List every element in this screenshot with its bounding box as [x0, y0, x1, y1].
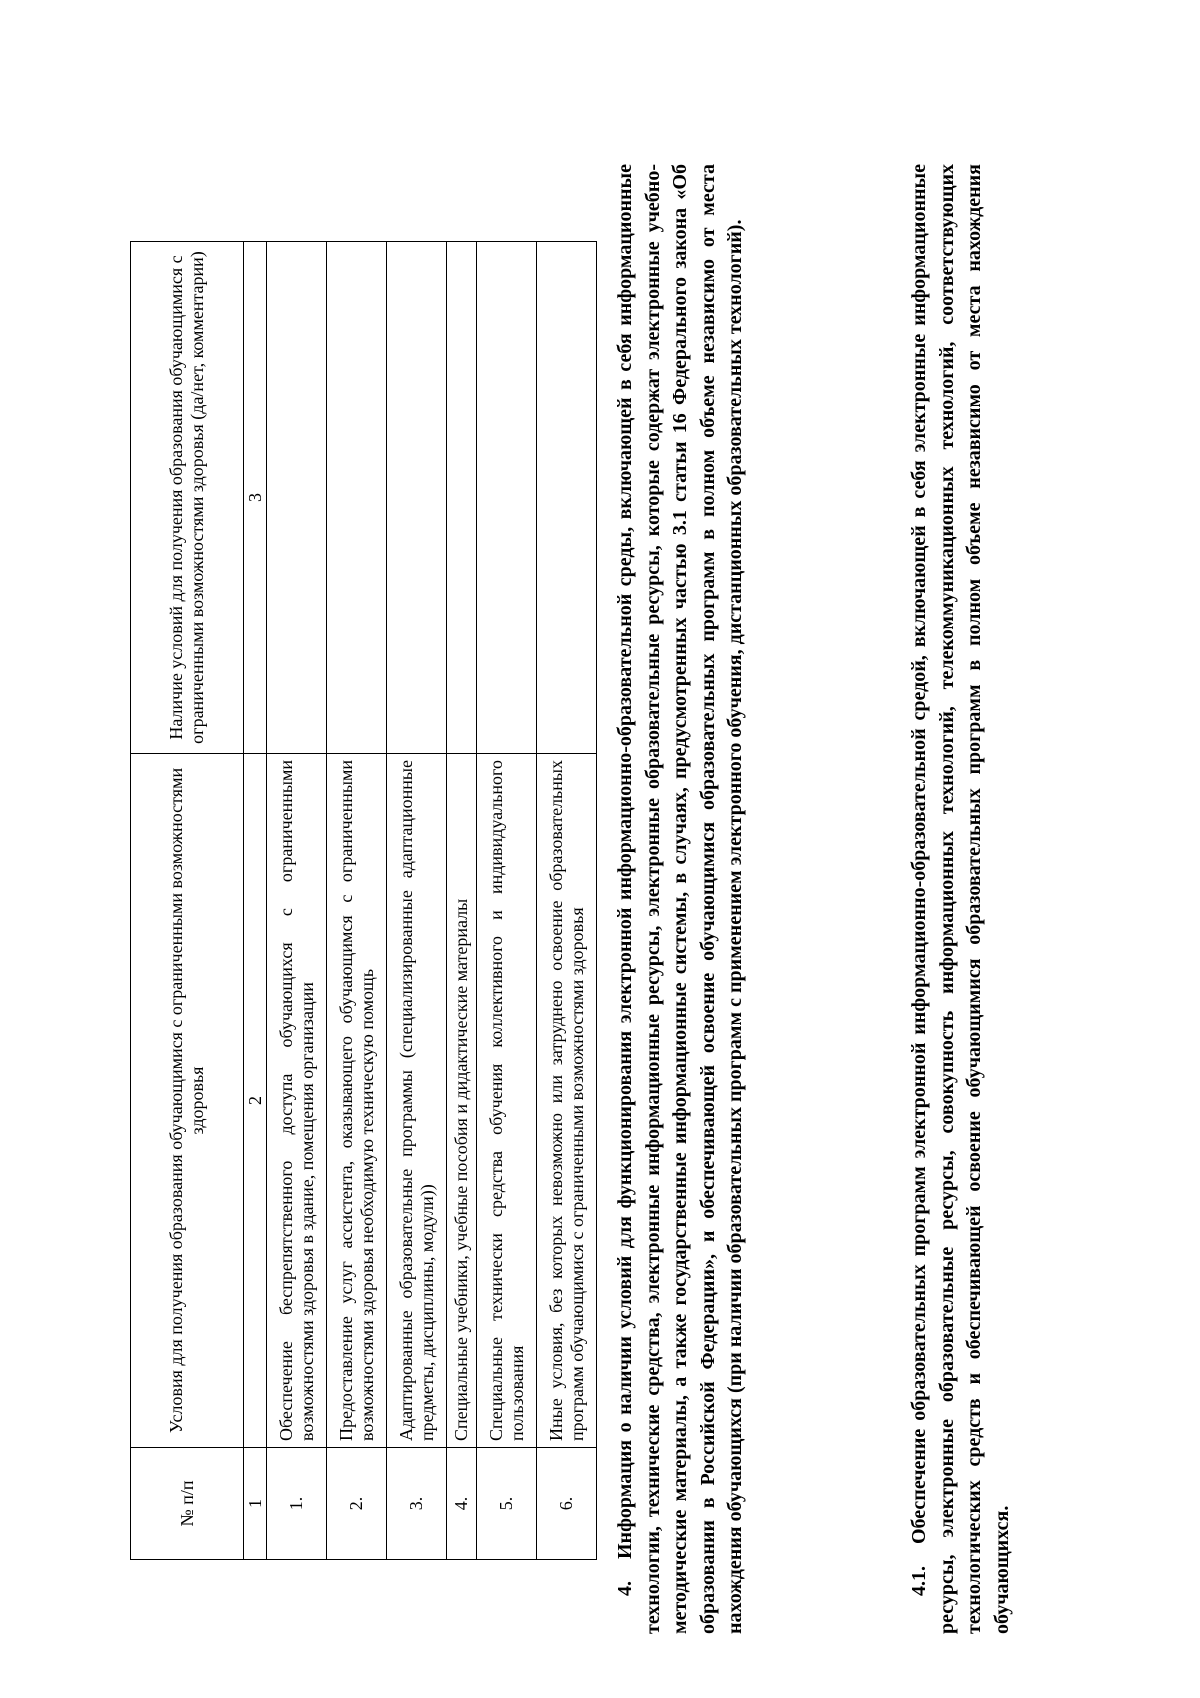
row-number: 6.: [537, 1448, 597, 1560]
col-conditions-header: Условия для получения образования обучающимися с ограниченными возможностями здоровья: [131, 754, 244, 1448]
row-condition: Предоставление услуг ассистента, оказывающего обучающимся с ограниченными возможностями здоровья необходимую техническую помощь: [327, 754, 387, 1448]
row-number: 4.: [447, 1448, 477, 1560]
column-number: 3: [244, 242, 267, 754]
section-4: [612, 164, 750, 1634]
section-4-1-number: 4.1.: [908, 1566, 930, 1596]
table-row: [327, 242, 387, 1560]
section-4-text: Информация о наличии условий для функционирования электронной информационно-образовательной среды, включающей в себя информационные технологии, технические средства, электронные информационные ресурсы, электронные образовательные ресурсы, которые содержат электронные учебно-методические материалы, а также государственные информационные системы, в случаях, предусмотренных частью 3.1 статьи 16 Федерального закона «Об образовании в Российской Федерации», и обеспечивающей освоение обучающимися образовательных программ в полном объеме независимо от места нахождения обучающихся (при наличии образовательных программ с применением электронного обучения, дистанционных образовательных технологий).: [614, 164, 747, 1634]
row-availability: [447, 242, 477, 754]
row-condition: Адаптированные образовательные программы (специализированные адаптационные предметы, дисциплины, модули)): [387, 754, 447, 1448]
conditions-table: [130, 241, 597, 1560]
row-number: 1.: [267, 1448, 327, 1560]
column-number: 2: [244, 754, 267, 1448]
section-4-1: [906, 164, 1016, 1634]
table-row: [267, 242, 327, 1560]
row-condition: Специальные технически средства обучения коллективного и индивидуального пользования: [477, 754, 537, 1448]
column-numbers-row: [244, 242, 267, 1560]
row-number: 3.: [387, 1448, 447, 1560]
section-4-number: 4.: [614, 1581, 636, 1596]
row-condition: Специальные учебники, учебные пособия и дидактические материалы: [447, 754, 477, 1448]
table-header-row: [131, 242, 244, 1560]
row-availability: [267, 242, 327, 754]
table-row: [537, 242, 597, 1560]
row-availability: [477, 242, 537, 754]
col-availability-header: Наличие условий для получения образования обучающимися с ограниченными возможностями здоровья (да/нет, комментарии): [131, 242, 244, 754]
row-number: 2.: [327, 1448, 387, 1560]
row-number: 5.: [477, 1448, 537, 1560]
row-condition: Иные условия, без которых невозможно или затруднено освоение образовательных программ обучающимися с ограниченными возможностями здоровья: [537, 754, 597, 1448]
row-availability: [327, 242, 387, 754]
row-availability: [537, 242, 597, 754]
table-row: [477, 242, 537, 1560]
table-row: [387, 242, 447, 1560]
row-availability: [387, 242, 447, 754]
column-number: 1: [244, 1448, 267, 1560]
table-row: [447, 242, 477, 1560]
row-condition: Обеспечение беспрепятственного доступа обучающихся с ограниченными возможностями здоровья в здание, помещения организации: [267, 754, 327, 1448]
col-num-header: № п/п: [131, 1448, 244, 1560]
section-4-1-text: Обеспечение образовательных программ электронной информационно-образовательной средой, включающей в себя электронные информационные ресурсы, электронные образовательные ресурсы, совокупность информационных технологий, телекоммуникационных технологий, соответствующих технологических средств и обеспечивающей освоение обучающимися образовательных программ в полном объеме независимо от места нахождения обучающихся.: [908, 164, 1013, 1634]
